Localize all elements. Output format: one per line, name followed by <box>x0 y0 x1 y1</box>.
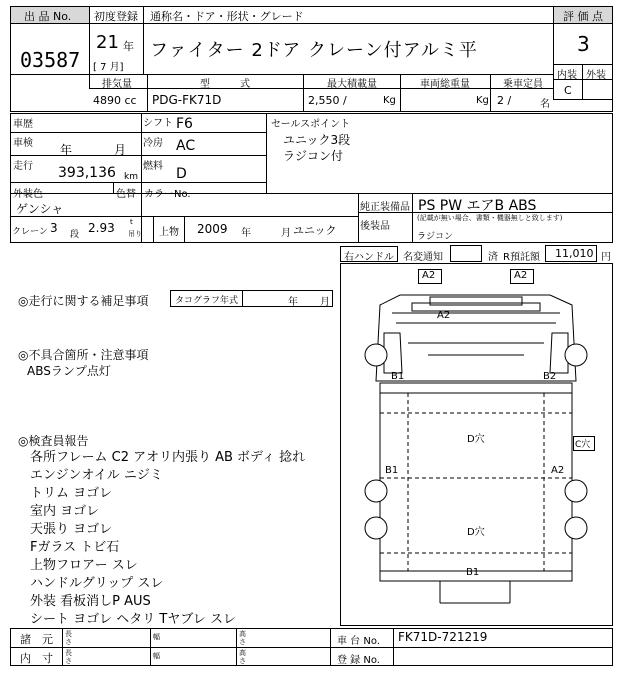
first-reg-label: 初度登録 <box>94 10 138 23</box>
cab-outline <box>376 295 576 381</box>
crane-label: クレーン <box>12 227 48 237</box>
score: 3 <box>577 32 590 56</box>
score-label: 評 価 点 <box>563 10 603 23</box>
exterior-label: 外装 <box>586 70 606 81</box>
defects: ABSランプ点灯 <box>27 364 111 378</box>
gross-unit: Kg <box>476 95 489 106</box>
mileage: 393,136 <box>58 165 116 181</box>
capacity-unit: 名 <box>540 99 550 110</box>
model-name: ファイター 2ドア クレーン付アルミ平 <box>150 40 478 61</box>
aftermarket-note: (記載が無い場合、書類・機器無しと致します) <box>417 214 563 222</box>
damage-a2-top-right: A2 <box>514 270 528 281</box>
length-label-1: 長さ <box>65 630 72 646</box>
report-line-3: トリム ヨゴレ <box>30 486 113 501</box>
damage-d-hole-bottom: D穴 <box>467 527 485 538</box>
spec-label-row <box>89 74 554 89</box>
mileage-unit: km <box>124 172 138 182</box>
deposit: 11,010 <box>555 247 594 260</box>
mount-label: 上物 <box>159 227 179 238</box>
reg-month: [ 7 月] <box>93 62 124 73</box>
report-line-1: 各所フレーム C2 アオリ内張り AB ボディ 捻れ <box>30 450 306 465</box>
mileage-label: 走行 <box>13 161 33 172</box>
aftermarket-label: 後装品 <box>360 221 390 232</box>
report-line-10: シート ヨゴレ ヘタリ Tヤブレ スレ <box>30 612 236 627</box>
damage-b2-right: B2 <box>543 371 557 382</box>
report-line-7: 上物フロアー スレ <box>30 558 138 573</box>
gross-weight-label: 車両総重量 <box>420 79 470 90</box>
meter-change-box <box>450 245 482 262</box>
steering: 右ハンドル <box>344 252 394 263</box>
std-equipment: PS PW エアB ABS <box>418 198 537 214</box>
aftermarket: ラジコン <box>417 232 454 242</box>
mount-year: 2009 <box>197 222 228 236</box>
reg-year: 21 <box>96 32 119 53</box>
tacho-month: 月 <box>320 297 330 308</box>
lot-no-label: 出 品 No. <box>24 10 72 23</box>
model-name-label: 通称名・ドア・形状・グレード <box>150 10 304 23</box>
damage-c-hole: C穴 <box>575 440 591 450</box>
wheel-front-right <box>565 344 587 366</box>
sales-points-label: セールスポイント <box>271 119 351 130</box>
damage-a2-top-left: A2 <box>422 270 436 281</box>
mount-month-unit: 月 <box>281 228 291 239</box>
width-label-2: 幅 <box>153 652 160 660</box>
model-type: PDG-FK71D <box>152 93 222 107</box>
report-line-2: エンジンオイル ニジミ <box>30 468 163 483</box>
damage-b1-mid: B1 <box>385 465 399 476</box>
shift-label: シフト <box>143 118 173 129</box>
height-label-1: 高さ <box>239 630 246 646</box>
inspection-year: 年 <box>60 143 73 157</box>
width-label-1: 幅 <box>153 633 160 641</box>
specs-label: 諸 元 <box>20 633 53 646</box>
inspector-label: ◎検査員報告 <box>18 434 89 448</box>
meter-change-label: 名変通知 <box>403 252 443 263</box>
lot-no: 03587 <box>20 48 81 72</box>
ext-color: ゲンシャ <box>16 202 64 216</box>
std-equipment-label: 純正装備品 <box>360 202 410 213</box>
crane-stages: 3 <box>50 221 58 235</box>
displacement: 4890 cc <box>93 94 137 107</box>
deposit-unit: 円 <box>601 252 611 263</box>
damage-a2-cab: A2 <box>437 310 451 321</box>
displacement-label: 排気量 <box>102 79 132 90</box>
wheel-front-left <box>365 344 387 366</box>
report-line-8: ハンドルグリップ スレ <box>30 576 164 591</box>
capacity: 2 / <box>497 94 512 107</box>
inspection-label: 車検 <box>13 138 33 149</box>
history-label: 車歴 <box>13 119 33 130</box>
sales-point-1: ユニック3段 <box>283 133 351 147</box>
report-line-9: 外装 看板消しP AUS <box>30 594 151 609</box>
tacho-label: タコグラフ年式 <box>175 296 239 306</box>
fuel-label: 燃料 <box>143 161 163 172</box>
reg-no-label: 登 録 No. <box>337 655 380 666</box>
crane-stage-unit: 段 <box>70 230 80 240</box>
mount-year-unit: 年 <box>241 228 251 239</box>
color-code-label: カラーNo. <box>144 189 191 200</box>
exterior-grade-cell <box>582 79 613 100</box>
color-no-label: 色替 <box>116 189 136 200</box>
interior-grade: C <box>564 84 572 97</box>
fuel: D <box>176 166 187 182</box>
defects-label: ◎不具合箇所・注意事項 <box>18 348 149 362</box>
wheel-rear-left-2 <box>365 517 387 539</box>
load-unit: Kg <box>383 95 396 106</box>
height-label-2: 高さ <box>239 649 246 665</box>
remaining-label: 済 <box>488 252 498 263</box>
damage-b1-left: B1 <box>391 371 405 382</box>
crane-tons: 2.93 <box>88 221 115 235</box>
report-line-4: 室内 ヨゴレ <box>30 504 100 519</box>
report-line-6: Fガラス トビ石 <box>30 540 120 555</box>
max-load-label: 最大積載量 <box>327 79 377 90</box>
reg-year-unit: 年 <box>123 40 134 53</box>
max-load: 2,550 / <box>308 94 347 107</box>
inspection-month: 月 <box>114 143 127 157</box>
capacity-label: 乗車定員 <box>503 79 543 90</box>
chassis-no: FK71D-721219 <box>398 630 488 644</box>
damage-b1-bottom: B1 <box>466 567 480 578</box>
ext-color-label: 外装色 <box>13 189 43 200</box>
crane-ton-unit-suspend: 吊り <box>128 230 142 238</box>
damage-a2-mid: A2 <box>551 465 565 476</box>
inner-dims-label: 内 寸 <box>20 652 53 665</box>
wheel-rear-right-1 <box>565 480 587 502</box>
length-label-2: 長さ <box>65 649 72 665</box>
chassis-label: 車 台 No. <box>337 636 380 647</box>
report-line-5: 天張り ヨゴレ <box>30 522 113 537</box>
interior-label: 内装 <box>557 70 577 81</box>
sales-point-2: ラジコン付 <box>283 149 344 163</box>
tacho-year: 年 <box>288 297 298 308</box>
shift: F6 <box>176 116 193 132</box>
crane-ton-unit: t <box>130 218 133 226</box>
wheel-rear-right-2 <box>565 517 587 539</box>
deposit-label: R預託額 <box>503 252 540 263</box>
ac: AC <box>176 138 196 154</box>
driving-notes-label: ◎走行に関する補足事項 <box>18 294 149 308</box>
damage-d-hole-top: D穴 <box>467 434 485 445</box>
wheel-rear-left-1 <box>365 480 387 502</box>
model-type-label: 型 式 <box>200 79 250 90</box>
mount-maker: ユニック <box>293 224 337 237</box>
ac-label: 冷房 <box>143 138 163 149</box>
